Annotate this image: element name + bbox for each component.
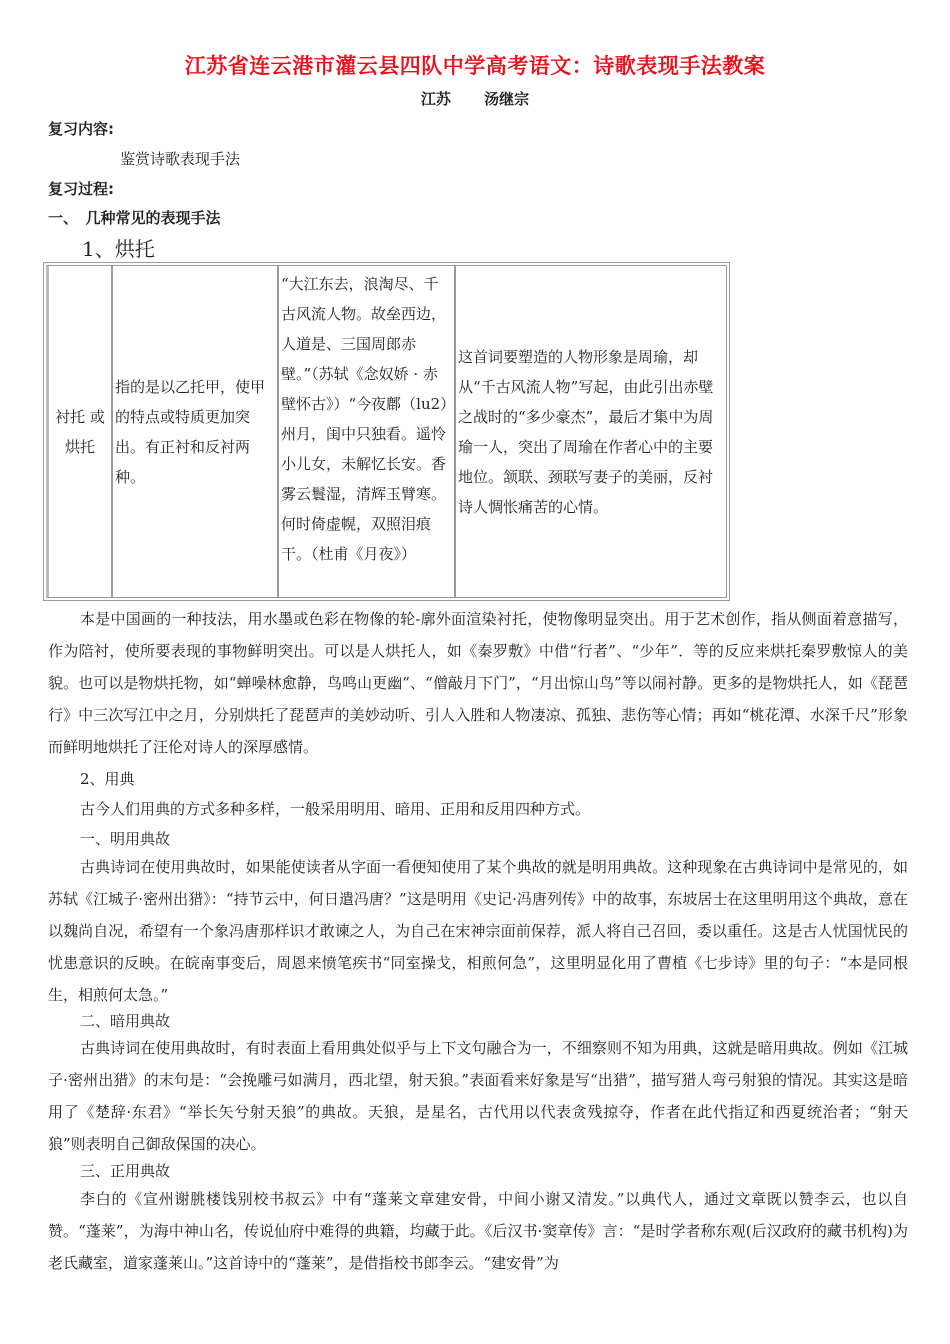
item-two-heading: 2、用典 <box>80 770 135 788</box>
author-name: 汤继宗 <box>484 90 530 108</box>
review-content-label: 复习内容: <box>48 120 114 138</box>
paragraph-mingyong: 古典诗词在使用典故时，如果能使读者从字面一看便知使用了某个典故的就是明用典故。这种现象在古典诗词中是常见的，如苏轼《江城子·密州出猎》：“持节云中，何日遣冯唐？”这是明用《史记·冯唐列传》中的故事，东坡居士在这里明用这个典故，意在以魏尚自况，希望有一个象冯唐那样识才敢谏之人，为自己在宋神宗面前保荐，派人将自己召回，委以重任。这是古人忧国忧民的忧患意识的反映。在皖南事变后，周恩来愤笔疾书“同室操戈，相煎何急”，这里明显化用了曹植《七步诗》里的句子：“本是同根生，相煎何太急。” <box>48 858 908 1004</box>
sub-heading-mingyong: 一、明用典故 <box>80 830 171 848</box>
sub-heading-zhengyong: 三、正用典故 <box>80 1162 171 1180</box>
examples-cell: “大江东去，浪淘尽、千古风流人物。故垒西边，人道是、三国周郎赤壁。”（苏轼《念奴娇 · 赤壁怀古》）“今夜鄜（lu2）州月，闺中只独看。遥怜小儿女，未解忆长安。香雾云鬟湿，清辉玉臂寒。何时倚虚幌，双照泪痕干。（杜甫《月夜》） <box>278 265 455 598</box>
author-region: 江苏 <box>420 90 451 108</box>
paragraph-anyong: 古典诗词在使用典故时，有时表面上看用典处似乎与上下文句融合为一，不细察则不知为用典，这就是暗用典故。例如《江城子·密州出猎》的末句是：“会挽雕弓如满月，西北望，射天狼。”表面看来好象是写“出猎”，描写猎人弯弓射狼的情况。其实这是暗用了《楚辞·东君》“举长矢兮射天狼”的典故。天狼，是星名，古代用以代表贪残掠夺，作者在此代指辽和西夏统治者；“射天狼”则表明自己御敌保国的决心。 <box>48 1039 908 1153</box>
item-one-heading: 1、烘托 <box>82 237 155 261</box>
author-line <box>0 88 950 109</box>
review-content-text: 鉴赏诗歌表现手法 <box>120 150 241 168</box>
section-one-heading: 一、 几种常见的表现手法 <box>48 209 221 227</box>
term-cell: 衬托 或烘托 <box>46 265 112 598</box>
analysis-cell: 这首词要塑造的人物形象是周瑜，却从“千古风流人物”写起，由此引出赤壁之战时的“多少豪杰”，最后才集中为周瑜一人，突出了周瑜在作者心中的主要地位。颔联、颈联写妻子的美丽，反衬诗人惆怅痛苦的心情。 <box>455 265 727 598</box>
technique-table <box>43 262 730 601</box>
document-title: 江苏省连云港市灌云县四队中学高考语文：诗歌表现手法教案 <box>184 54 766 78</box>
definition-cell: 指的是以乙托甲，使甲的特点或特质更加突出。有正衬和反衬两种。 <box>112 265 278 598</box>
sub-heading-anyong: 二、暗用典故 <box>80 1012 171 1030</box>
review-process-label: 复习过程: <box>48 180 114 198</box>
paragraph-zhengyong: 李白的《宣州谢朓楼饯别校书叔云》中有“蓬莱文章建安骨，中间小谢又清发。”以典代人，通过文章既以赞李云，也以自赞。“蓬莱”，为海中神山名，传说仙府中难得的典籍，均藏于此。《后汉书·窦章传》言：“是时学者称东观(后汉政府的藏书机构)为老氏藏室，道家蓬莱山。”这首诗中的“蓬莱”，是借指校书郎李云。“建安骨”为 <box>48 1190 908 1272</box>
paragraph-hongtuo: 本是中国画的一种技法，用水墨或色彩在物像的轮-廓外面渲染衬托，使物像明显突出。用于艺术创作，指从侧面着意描写，作为陪衬，使所要表现的事物鲜明突出。可以是人烘托人，如《秦罗敷》中借“行者”、“少年”．等的反应来烘托秦罗敷惊人的美貌。也可以是物烘托物，如“蝉噪林愈静，鸟鸣山更幽”、“僧敲月下门”，“月出惊山鸟”等以闹衬静。更多的是物烘托人，如《琵琶行》中三次写江中之月，分别烘托了琵琶声的美妙动听、引人入胜和人物凄凉、孤独、悲伤等心情；再如“桃花潭、水深千尺”形象而鲜明地烘托了汪伦对诗人的深厚感情。 <box>48 610 908 756</box>
paragraph-yongdian: 古今人们用典的方式多种多样，一般采用明用、暗用、正用和反用四种方式。 <box>80 800 591 818</box>
table-row <box>46 265 727 598</box>
